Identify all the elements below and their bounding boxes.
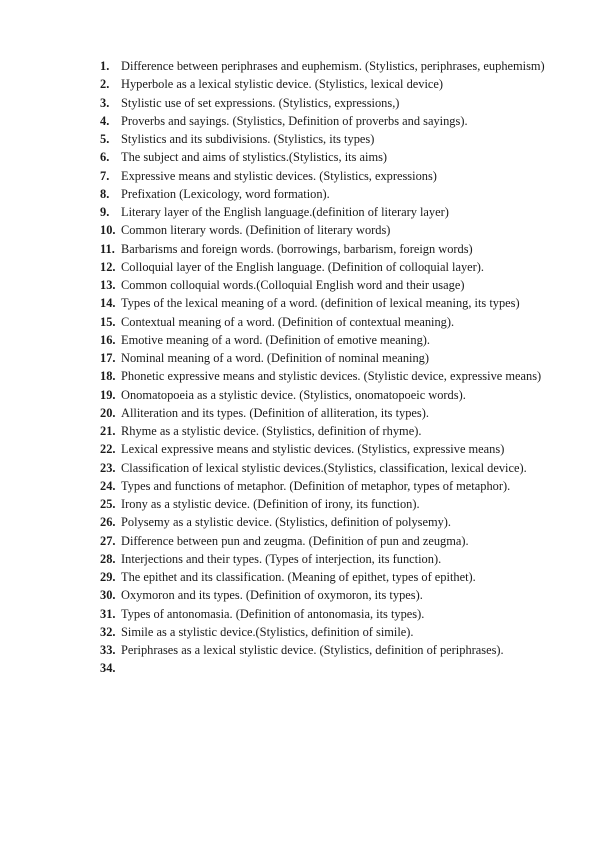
item-text: Barbarisms and foreign words. (borrowings, barbarism, foreign words) bbox=[121, 241, 473, 256]
list-item bbox=[100, 532, 552, 550]
list-item bbox=[100, 495, 552, 513]
list-item bbox=[100, 623, 552, 641]
list-item bbox=[100, 386, 552, 404]
item-number: 19. bbox=[100, 387, 116, 402]
item-number: 14. bbox=[100, 296, 116, 311]
item-text: Prefixation (Lexicology, word formation). bbox=[121, 186, 330, 201]
list-item bbox=[100, 240, 552, 258]
item-text: Interjections and their types. (Types of interjection, its function). bbox=[121, 551, 442, 566]
list-item bbox=[100, 367, 552, 385]
item-text: Common colloquial words.(Colloquial English word and their usage) bbox=[121, 278, 465, 292]
item-number: 25. bbox=[100, 497, 116, 511]
item-text: Common literary words. (Definition of literary words) bbox=[121, 223, 391, 238]
list-item bbox=[100, 112, 552, 130]
list-item bbox=[100, 185, 552, 203]
list-item bbox=[100, 513, 552, 531]
item-text: Types of the lexical meaning of a word. (definition of lexical meaning, its types) bbox=[121, 296, 520, 311]
item-number: 30. bbox=[100, 588, 116, 603]
item-number: 2. bbox=[100, 77, 110, 92]
list-item bbox=[100, 550, 552, 568]
item-text: Periphrases as a lexical stylistic device. (Stylistics, definition of periphrases). bbox=[121, 643, 504, 657]
item-number: 1. bbox=[100, 59, 110, 73]
list-item bbox=[100, 94, 552, 112]
item-number: 12. bbox=[100, 259, 116, 274]
item-number: 34. bbox=[100, 661, 116, 676]
list-item bbox=[100, 477, 552, 495]
item-text: Colloquial layer of the English language. (Definition of colloquial layer). bbox=[121, 259, 485, 274]
item-text: Hyperbole as a lexical stylistic device. (Stylistics, lexical device) bbox=[121, 77, 444, 92]
list-item bbox=[100, 130, 552, 148]
item-text: Polysemy as a stylistic device. (Stylistics, definition of polysemy). bbox=[121, 515, 452, 530]
item-number: 26. bbox=[100, 515, 116, 530]
item-text: Irony as a stylistic device. (Definition of irony, its function). bbox=[121, 497, 420, 511]
item-text: Phonetic expressive means and stylistic devices. (Stylistic device, expressive means) bbox=[121, 369, 542, 384]
item-text: Stylistic use of set expressions. (Stylistics, expressions,) bbox=[121, 95, 400, 110]
item-text: Difference between pun and zeugma. (Definition of pun and zeugma). bbox=[121, 533, 469, 548]
item-number: 33. bbox=[100, 643, 116, 657]
item-text: Types and functions of metaphor. (Definition of metaphor, types of metaphor). bbox=[121, 478, 511, 493]
list-item bbox=[100, 404, 552, 422]
item-text: Proverbs and sayings. (Stylistics, Definition of proverbs and sayings). bbox=[121, 113, 468, 128]
item-text: Onomatopoeia as a stylistic device. (Stylistics, onomatopoeic words). bbox=[121, 387, 466, 402]
list-item bbox=[100, 167, 552, 185]
question-list bbox=[100, 57, 552, 678]
item-number: 6. bbox=[100, 150, 110, 165]
list-item bbox=[100, 148, 552, 166]
item-text: Lexical expressive means and stylistic devices. (Stylistics, expressive means) bbox=[121, 442, 505, 457]
item-number: 13. bbox=[100, 278, 116, 292]
list-item bbox=[100, 568, 552, 586]
item-text: Simile as a stylistic device.(Stylistics, definition of simile). bbox=[121, 624, 414, 639]
item-number: 3. bbox=[100, 95, 110, 110]
item-text: Literary layer of the English language.(definition of literary layer) bbox=[121, 205, 449, 219]
item-text: Nominal meaning of a word. (Definition of nominal meaning) bbox=[121, 351, 429, 365]
item-number: 4. bbox=[100, 113, 110, 128]
list-item bbox=[100, 641, 552, 659]
item-number: 11. bbox=[100, 241, 115, 256]
list-item bbox=[100, 459, 552, 477]
item-number: 28. bbox=[100, 551, 116, 566]
item-text: Stylistics and its subdivisions. (Stylistics, its types) bbox=[121, 132, 375, 146]
item-number: 24. bbox=[100, 478, 116, 493]
item-number: 23. bbox=[100, 460, 116, 475]
item-number: 21. bbox=[100, 424, 116, 438]
item-text: The epithet and its classification. (Meaning of epithet, types of epithet). bbox=[121, 570, 476, 584]
item-text: Types of antonomasia. (Definition of antonomasia, its types). bbox=[121, 606, 425, 621]
item-number: 20. bbox=[100, 405, 116, 420]
list-item bbox=[100, 313, 552, 331]
list-item bbox=[100, 203, 552, 221]
item-text: Rhyme as a stylistic device. (Stylistics, definition of rhyme). bbox=[121, 424, 422, 438]
item-number: 22. bbox=[100, 442, 116, 457]
item-number: 7. bbox=[100, 168, 110, 183]
item-text: Emotive meaning of a word. (Definition of emotive meaning). bbox=[121, 332, 430, 347]
item-number: 15. bbox=[100, 314, 116, 329]
list-item bbox=[100, 331, 552, 349]
item-number: 9. bbox=[100, 205, 110, 219]
list-item bbox=[100, 57, 552, 75]
item-number: 29. bbox=[100, 570, 116, 584]
item-text: Difference between periphrases and euphemism. (Stylistics, periphrases, euphemism) bbox=[121, 59, 545, 73]
item-number: 16. bbox=[100, 332, 116, 347]
list-item bbox=[100, 75, 552, 93]
list-item bbox=[100, 440, 552, 458]
item-number: 8. bbox=[100, 186, 110, 201]
list-item bbox=[100, 294, 552, 312]
item-text: Alliteration and its types. (Definition of alliteration, its types). bbox=[121, 405, 429, 420]
item-number: 18. bbox=[100, 369, 116, 384]
item-text: Oxymoron and its types. (Definition of oxymoron, its types). bbox=[121, 588, 423, 603]
item-number: 5. bbox=[100, 132, 110, 146]
item-text: Classification of lexical stylistic devices.(Stylistics, classification, lexical device). bbox=[121, 460, 527, 475]
list-item bbox=[100, 586, 552, 604]
list-item bbox=[100, 258, 552, 276]
list-item bbox=[100, 422, 552, 440]
item-number: 10. bbox=[100, 223, 116, 238]
list-item bbox=[100, 276, 552, 294]
list-item bbox=[100, 659, 552, 677]
item-number: 31. bbox=[100, 606, 116, 621]
item-number: 27. bbox=[100, 533, 116, 548]
list-item bbox=[100, 221, 552, 239]
list-item bbox=[100, 605, 552, 623]
item-text bbox=[121, 659, 552, 677]
item-number: 17. bbox=[100, 351, 116, 365]
item-text: Expressive means and stylistic devices. (Stylistics, expressions) bbox=[121, 168, 437, 183]
item-text: Contextual meaning of a word. (Definition of contextual meaning). bbox=[121, 314, 455, 329]
item-text: The subject and aims of stylistics.(Stylistics, its aims) bbox=[121, 150, 388, 165]
list-item bbox=[100, 349, 552, 367]
item-number: 32. bbox=[100, 624, 116, 639]
